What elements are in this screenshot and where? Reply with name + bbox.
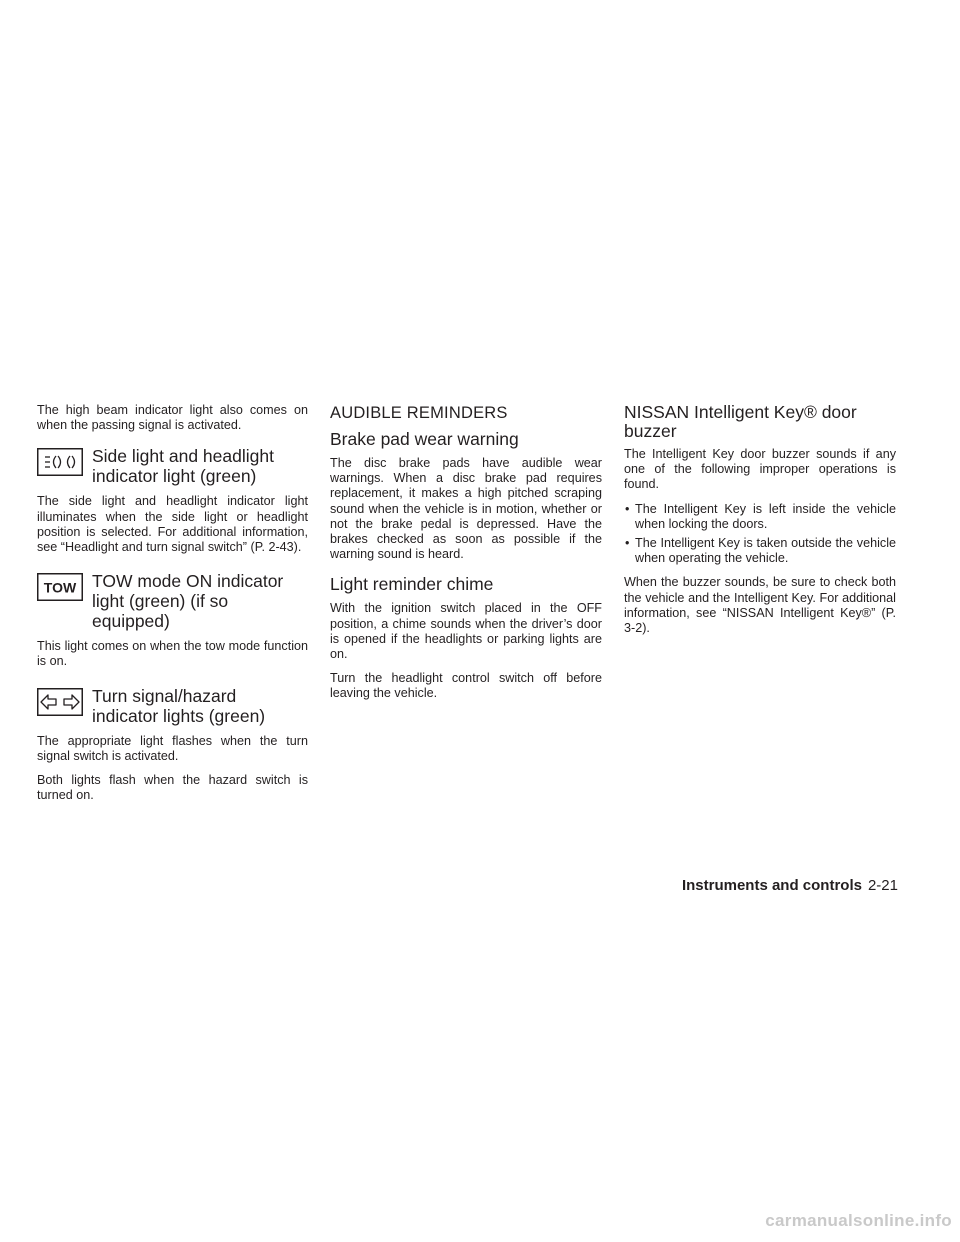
intelligent-key-paragraph-1: The Intelligent Key door buzzer sounds if any one of the following improper operations is found.: [624, 447, 896, 492]
list-item: • The Intelligent Key is taken outside the vehicle when operating the vehicle.: [624, 536, 896, 566]
side-light-title: [92, 446, 274, 486]
left-column: [37, 403, 308, 812]
tow-paragraph: This light comes on when the tow mode function is on.: [37, 639, 308, 669]
tow-title: [92, 571, 308, 631]
footer-section-name: Instruments and controls: [681, 877, 862, 894]
tow-icon-label: TOW: [43, 579, 77, 596]
tow-title-line2: light (green) (if so equipped): [92, 591, 229, 632]
side-light-heading: [37, 446, 308, 486]
tow-title-line1: TOW mode ON indicator: [92, 571, 284, 592]
turn-signal-title-line1: Turn signal/hazard: [92, 685, 237, 706]
turn-signal-title-line2: indicator lights (green): [92, 705, 266, 726]
tow-icon: [37, 573, 83, 601]
turn-signal-paragraph-2: Both lights flash when the hazard switch is turned on.: [37, 773, 308, 803]
light-reminder-paragraph-1: With the ignition switch placed in the OFF position, a chime sounds when the driver’s door is opened if the headlights or parking lights are on.: [330, 601, 602, 662]
side-light-paragraph: The side light and headlight indicator light illuminates when the side light or headlight position is selected. For additional information, see “Headlight and turn signal switch” (P. 2-43).: [37, 494, 308, 555]
intelligent-key-paragraph-2: When the buzzer sounds, be sure to check both the vehicle and the Intelligent Key. For additional information, see “NISSAN Intelligent Key®” (P. 3-2).: [624, 575, 896, 636]
page-footer: [682, 876, 898, 896]
intro-paragraph: The high beam indicator light also comes on when the passing signal is activated.: [37, 403, 308, 433]
middle-column: [330, 403, 602, 711]
turn-signal-heading: [37, 686, 308, 726]
brake-pad-title: Brake pad wear warning: [330, 429, 519, 449]
audible-reminders-title: AUDIBLE REMINDERS: [330, 404, 508, 422]
light-reminder-paragraph-2: Turn the headlight control switch off before leaving the vehicle.: [330, 671, 602, 701]
side-light-icon: [37, 448, 83, 476]
side-light-title-line1: Side light and headlight: [92, 446, 274, 467]
turn-signal-title: [92, 686, 265, 726]
side-light-title-line2: indicator light (green): [92, 466, 257, 487]
right-column: [624, 403, 896, 645]
intelligent-key-title-line1: NISSAN Intelligent Key® door: [624, 402, 857, 422]
turn-signal-arrows-icon: [37, 688, 83, 716]
intelligent-key-title: [624, 403, 896, 441]
page-number: 2-21: [867, 877, 898, 894]
improper-operations-list: [624, 502, 896, 567]
turn-signal-paragraph-1: The appropriate light flashes when the turn signal switch is activated.: [37, 733, 308, 763]
list-item: • The Intelligent Key is left inside the vehicle when locking the doors.: [624, 502, 896, 532]
intelligent-key-title-line2: buzzer: [624, 421, 677, 441]
watermark: carmanualsonline.info: [765, 1211, 952, 1230]
tow-heading: [37, 571, 308, 631]
light-reminder-title: Light reminder chime: [330, 574, 494, 595]
brake-pad-paragraph: The disc brake pads have audible wear warnings. When a disc brake pad requires replacement, it makes a high pitched scraping sound when the vehicle is in motion, whether or not the brake pedal is depressed. Have the brakes checked as soon as possible if the warning sound is heard.: [330, 456, 602, 562]
